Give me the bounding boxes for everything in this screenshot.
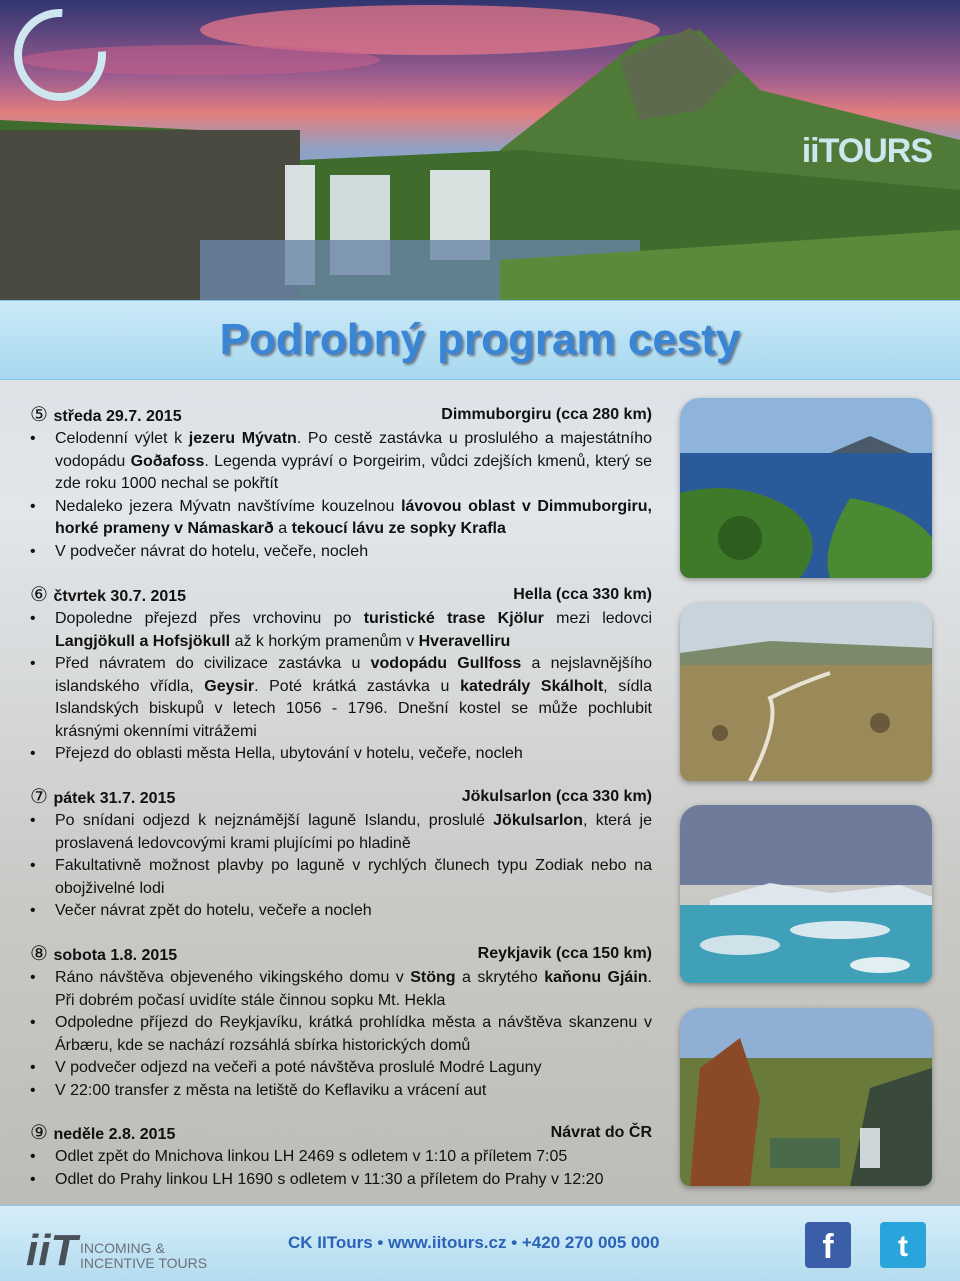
day-header <box>30 584 652 608</box>
footer-logo: iiT <box>26 1226 78 1275</box>
day-items <box>30 608 652 766</box>
day-items <box>30 967 652 1102</box>
list-item: • Odpoledne příjezd do Reykjavíku, krátká prohlídka města a návštěva skanzenu v Árbæru, kde se nachází rozsáhlá sbírka historických domů <box>55 1012 652 1057</box>
list-item: • Večer návrat zpět do hotelu, večeře a nocleh <box>55 900 652 923</box>
day-date: ⑦ pátek 31.7. 2015 <box>30 786 176 808</box>
day-header <box>30 943 652 967</box>
day-date: ⑨ neděle 2.8. 2015 <box>30 1122 176 1144</box>
photo-myvatn <box>680 398 932 578</box>
hero-brand: iiTOURS <box>801 132 932 170</box>
day-destination: Jökulsarlon (cca 330 km) <box>461 788 652 805</box>
day-items <box>30 810 652 923</box>
day-number: ⑨ <box>30 1122 54 1144</box>
day-date: ⑤ středa 29.7. 2015 <box>30 404 182 426</box>
list-item: • Přejezd do oblasti města Hella, ubytování v hotelu, večeře, nocleh <box>55 743 652 766</box>
day-header <box>30 786 652 810</box>
day-header <box>30 404 652 428</box>
list-item: • Celodenní výlet k jezeru Mývatn. Po cestě zastávka u proslulého a majestátního vodopádu Goðafoss. Legenda vypráví o Þorgeirim, vůdci zdejších kmenů, který se zde roku 1000 nechal se pokřtít <box>55 428 652 496</box>
day-number: ⑤ <box>30 404 54 426</box>
day-section <box>30 943 652 1102</box>
day-destination: Reykjavik (cca 150 km) <box>477 945 652 962</box>
day-items <box>30 428 652 563</box>
footer-logo-text <box>80 1241 207 1271</box>
day-section <box>30 584 652 766</box>
day-destination: Hella (cca 330 km) <box>513 586 652 603</box>
footer-contact[interactable]: CK IITours • www.iitours.cz • +420 270 005 000 <box>288 1233 660 1252</box>
day-date: ⑧ sobota 1.8. 2015 <box>30 943 178 965</box>
day-section <box>30 786 652 923</box>
list-item: • Odlet zpět do Mnichova linkou LH 2469 s odletem v 1:10 a příletem 7:05 <box>55 1146 652 1169</box>
list-item: • Nedaleko jezera Mývatn navštívíme kouzelnou lávovou oblast v Dimmuborgiru, horké prameny v Námaskarð a tekoucí lávu ze sopky Krafla <box>55 496 652 541</box>
day-section <box>30 404 652 563</box>
iitours-logo-icon <box>0 0 120 150</box>
list-item: • V podvečer odjezd na večeři a poté návštěva proslulé Modré Laguny <box>55 1057 652 1080</box>
facebook-icon[interactable]: f <box>805 1222 851 1268</box>
hero-image <box>0 0 960 300</box>
day-destination: Dimmuborgiru (cca 280 km) <box>441 406 652 423</box>
list-item: • Před návratem do civilizace zastávka u vodopádu Gullfoss a nejslavnějšího islandského vřídla, Geysir. Poté krátká zastávka u katedrály Skálholt, sídla Islandských biskupů v letech 1056 - 1796. Dnešní kostel se může pochlubit krásnými okenními vitrážemi <box>55 653 652 743</box>
list-item: • Fakultativně možnost plavby po laguně v rychlých člunech typu Zodiak nebo na obojživelné lodi <box>55 855 652 900</box>
list-item: • V podvečer návrat do hotelu, večeře, nocleh <box>55 541 652 564</box>
list-item: • V 22:00 transfer z města na letiště do Keflaviku a vrácení aut <box>55 1080 652 1103</box>
footer <box>0 1205 960 1281</box>
photo-highland <box>680 603 932 781</box>
day-number: ⑥ <box>30 584 54 606</box>
day-number: ⑧ <box>30 943 54 965</box>
day-date: ⑥ čtvrtek 30.7. 2015 <box>30 584 187 606</box>
photo-canyon <box>680 1008 932 1186</box>
photo-jokulsarlon <box>680 805 932 983</box>
footer-logo-line2: INCENTIVE TOURS <box>80 1255 208 1271</box>
page-title: Podrobný program cesty <box>219 315 741 364</box>
footer-logo-line1: INCOMING & <box>80 1240 165 1256</box>
title-banner <box>0 300 960 380</box>
day-destination: Návrat do ČR <box>550 1124 652 1141</box>
day-header <box>30 1122 652 1146</box>
day-number: ⑦ <box>30 786 54 808</box>
day-section <box>30 1122 652 1191</box>
day-items <box>30 1146 652 1191</box>
list-item: • Ráno návštěva objeveného vikingského domu v Stöng a skrytého kaňonu Gjáin. Při dobrém počasí uvidíte stále činnou sopku Mt. Hekla <box>55 967 652 1012</box>
list-item: • Po snídani odjezd k nejznámější laguně Islandu, proslulé Jökulsarlon, která je proslavená ledovcovými krami plujícími po hladině <box>55 810 652 855</box>
twitter-icon[interactable]: t <box>880 1222 926 1268</box>
list-item: • Odlet do Prahy linkou LH 1690 s odletem v 11:30 a příletem do Prahy v 12:20 <box>55 1169 652 1192</box>
list-item: • Dopoledne přejezd přes vrchovinu po turistické trase Kjölur mezi ledovci Langjökull a Hofsjökull až k horkým pramenům v Hveravelliru <box>55 608 652 653</box>
